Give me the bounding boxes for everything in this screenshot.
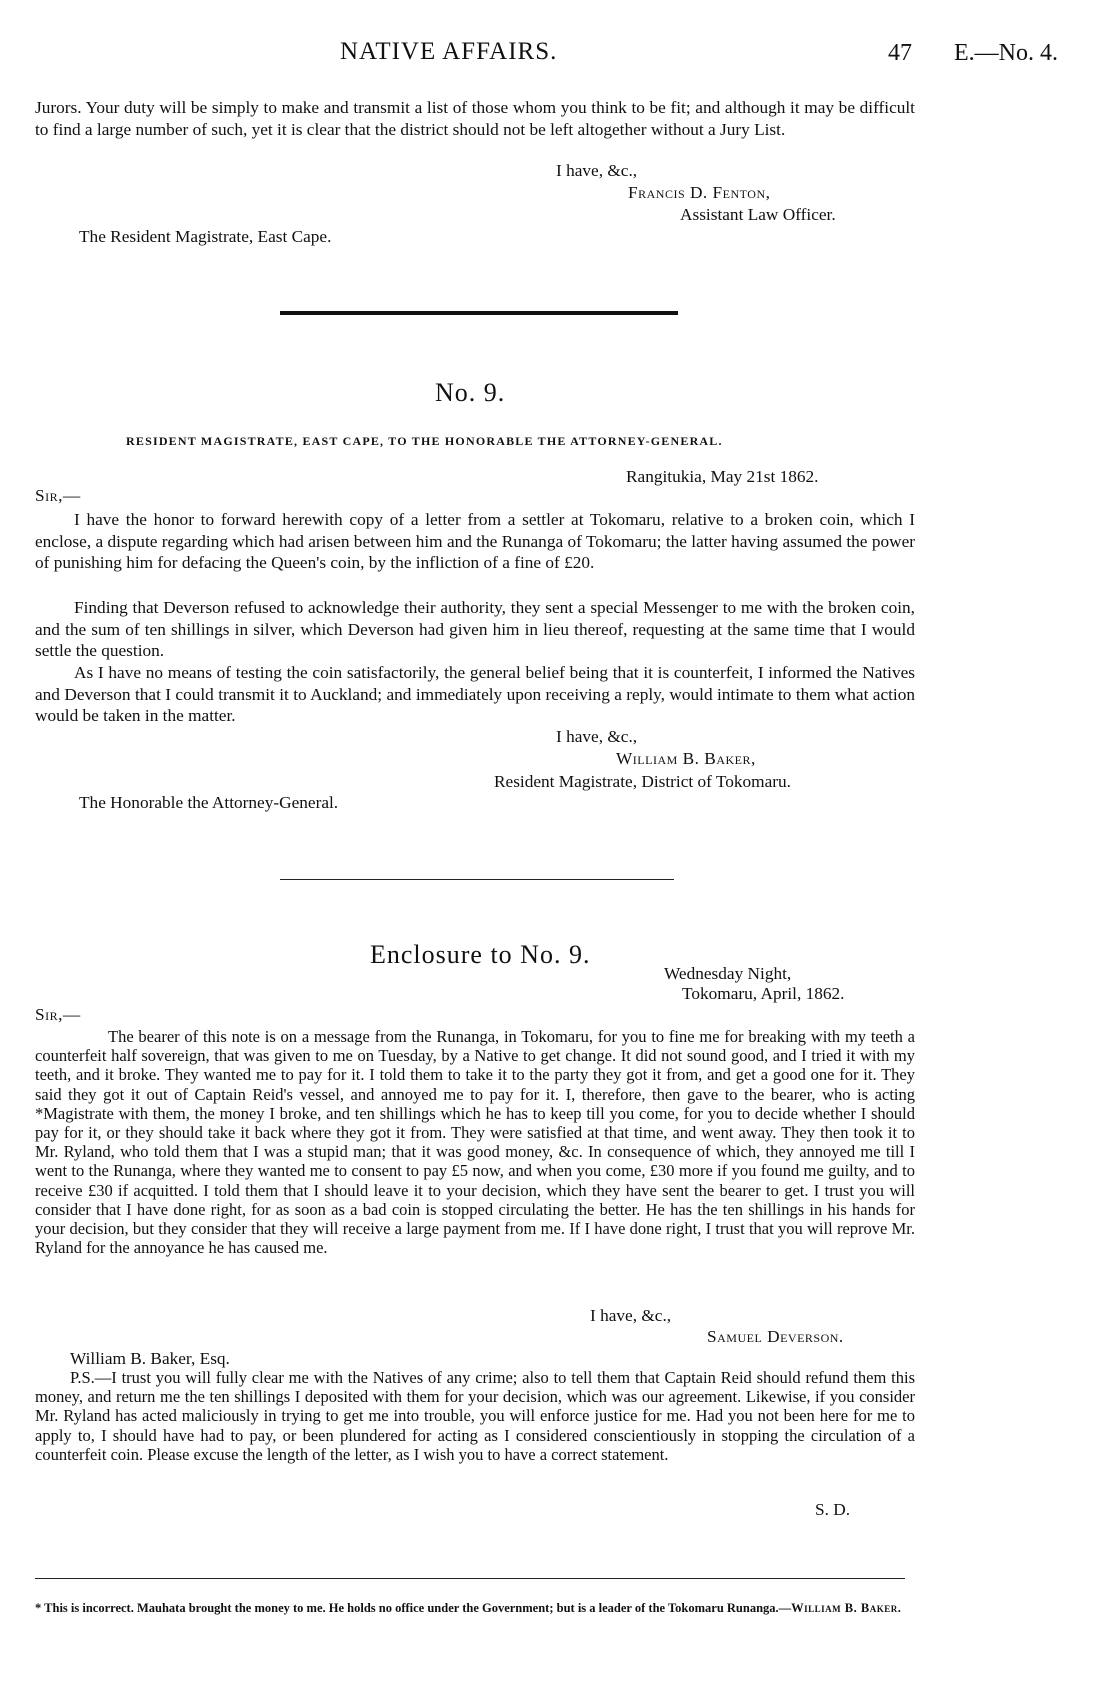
salutation: Sir,—: [35, 1005, 81, 1024]
addressee: William B. Baker, Esq.: [70, 1349, 230, 1368]
postscript: P.S.—I trust you will fully clear me with the Natives of any crime; also to tell them that Captain Reid should refund them this money, and return me the ten shillings I deposited with them for your decision, which was our agreement. Likewise, if you consider Mr. Ryland has acted maliciously in trying to get me into trouble, you will enforce justice for me. Had you not been here for me to apply to, I should have had to pay, or been plundered for acting as I considered conscientiously in stopping the circulation of a counterfeit coin. Please excuse the length of the letter, as I wish you to have a correct statement.: [35, 1368, 915, 1464]
place-date: Rangitukia, May 21st 1862.: [626, 467, 819, 486]
footnote-text: * This is incorrect. Mauhata brought the money to me. He holds no office under the Government; but is a leader of the Tokomaru Runanga.—: [35, 1601, 792, 1615]
jurors-paragraph: Jurors. Your duty will be simply to make and transmit a list of those whom you think to be fit; and although it may be difficult to find a large number of such, yet it is clear that the district should not be left altogether without a Jury List.: [35, 98, 915, 139]
footnote: [35, 1600, 915, 1616]
page-number: 47: [888, 40, 912, 66]
addressee: The Resident Magistrate, East Cape.: [79, 227, 332, 246]
enclosure-body: The bearer of this note is on a message from the Runanga, in Tokomaru, for you to fine me for breaking with my teeth a counterfeit half sovereign, that was given to me on Tuesday, by a Native to get change. It did not sound good, and I tried it with my teeth, and it broke. They wanted me to pay for it. I told them to take it to the party they got it from, and get a good one for it. They said they got it out of Captain Reid's vessel, and annoyed me to pay for it. I, therefore, then gave to the bearer, who is acting *Magistrate with them, the money I broke, and ten shillings which he has to keep till you come, for you to decide whether I should pay for it, or they should take it back where they got it from. They were satisfied at that time, and went away. They then took it to Mr. Ryland, who told them that I was a stupid man; that it was good money, &c. In consequence of which, they annoyed me till I went to the Runanga, where they wanted me to consent to pay £5 now, and when you come, £30 more if you found me guilty, and to receive £30 if acquitted. I told them that I should leave it to your decision, which they have sent the bearer to get. I trust you will consider that I have done right, for as soon as a bad coin is stopped circulating the better. He has the ten shillings in his hands for your decision, but they consider that they will receive a large payment from me. If I have done right, I trust that you will reprove Mr. Ryland for the annoyance he has caused me.: [35, 1027, 915, 1258]
paragraph-3: As I have no means of testing the coin satisfactorily, the general belief being that it is counterfeit, I informed the Natives and Deverson that I could transmit it to Auckland; and immediately upon receiving a reply, would intimate to them what action would be taken in the matter.: [35, 663, 915, 725]
document-reference: E.—No. 4.: [954, 40, 1058, 66]
page-title: NATIVE AFFAIRS.: [340, 38, 558, 65]
signature-name: William B. Baker,: [616, 749, 756, 768]
addressee: The Honorable the Attorney-General.: [79, 793, 339, 812]
letter-heading: No. 9.: [435, 378, 506, 407]
initials: S. D.: [815, 1500, 851, 1519]
section-divider: [280, 311, 678, 315]
date-line-1: Wednesday Night,: [664, 964, 792, 983]
footnote-signature: William B. Baker.: [791, 1601, 902, 1615]
signature-name: Francis D. Fenton,: [628, 183, 771, 202]
signature-title: Resident Magistrate, District of Tokomaru.: [494, 772, 791, 791]
section-divider: [280, 879, 674, 880]
paragraph-2: Finding that Deverson refused to acknowledge their authority, they sent a special Messenger to me with the broken coin, and the sum of ten shillings in silver, which Deverson had given him in lieu thereof, requesting at the same time that I would settle the question.: [35, 598, 915, 660]
date-line-2: Tokomaru, April, 1862.: [682, 984, 845, 1003]
closing-line: I have, &c.,: [590, 1306, 672, 1325]
closing-line: I have, &c.,: [556, 727, 638, 746]
paragraph-1: I have the honor to forward herewith copy of a letter from a settler at Tokomaru, relative to a broken coin, which I enclose, a dispute regarding which had arisen between him and the Runanga of Tokomaru; the latter having assumed the power of punishing him for defacing the Queen's coin, by the infliction of a fine of £20.: [35, 510, 915, 572]
enclosure-heading: Enclosure to No. 9.: [370, 940, 591, 969]
footnote-rule: [35, 1578, 905, 1579]
signature-name: Samuel Deverson.: [707, 1327, 844, 1346]
salutation: Sir,—: [35, 486, 81, 505]
letter-subheading: RESIDENT MAGISTRATE, EAST CAPE, TO THE HONORABLE THE ATTORNEY-GENERAL.: [126, 434, 723, 448]
signature-title: Assistant Law Officer.: [680, 205, 836, 224]
closing-line: I have, &c.,: [556, 161, 638, 180]
